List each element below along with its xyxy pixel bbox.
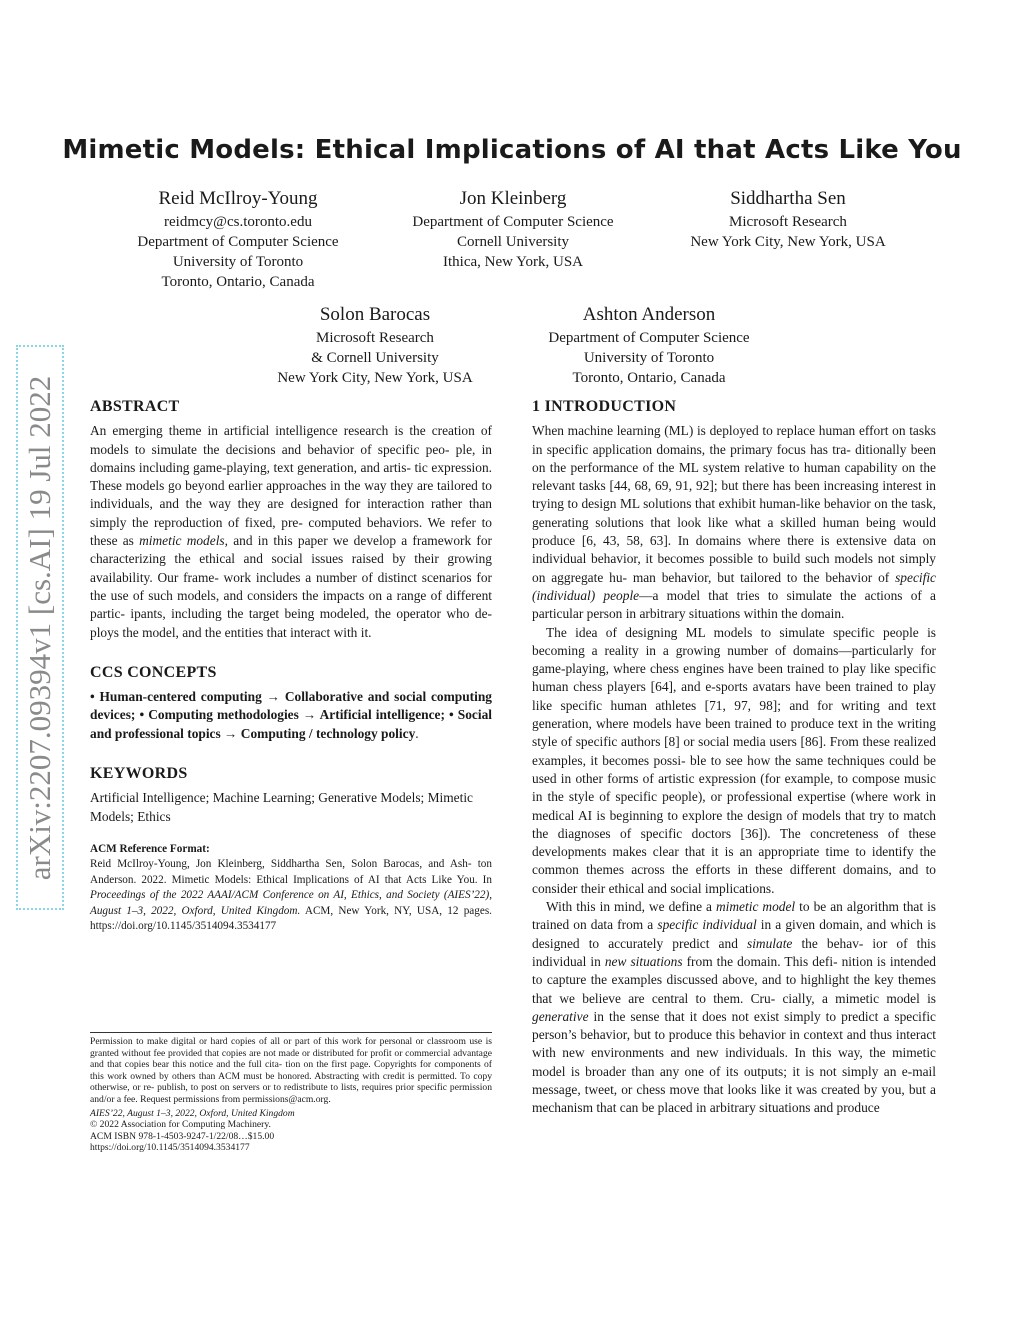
footnote bbox=[90, 1036, 492, 1154]
ccs-heading: CCS CONCEPTS bbox=[90, 663, 217, 681]
ccs-text: • Human-centered computing → Collaborative and social computing devices; • Computing methodologies → Artificial intelligence; • Social and professional topics → Computing / technology policy. bbox=[90, 689, 492, 741]
introduction-heading: 1 INTRODUCTION bbox=[532, 398, 677, 415]
author-location: New York City, New York, USA bbox=[277, 370, 473, 386]
author-affiliation: Department of Computer Science bbox=[548, 330, 750, 346]
author-location: New York City, New York, USA bbox=[690, 234, 886, 250]
author-name: Ashton Anderson bbox=[582, 304, 716, 325]
keywords-heading: KEYWORDS bbox=[90, 765, 188, 783]
author-affiliation: Microsoft Research bbox=[729, 214, 847, 230]
permission-notice: Permission to make digital or hard copies of all or part of this work for personal or classroom use is granted without fee provided that copies are not made or distributed for profit or commercial advantage and that copies bear this notice and the full cita- tion on the first page. Copyrights for components of this work owned by others than ACM must be honored. Abstracting with credit is permitted. To copy otherwise, or re- publish, to post on servers or to redistribute to lists, requires prior specific permission and/or a fee. Request permissions from permissions@acm.org. bbox=[90, 1036, 492, 1105]
right-column bbox=[532, 398, 936, 1118]
acm-reference-text: Reid McIlroy-Young, Jon Kleinberg, Siddhartha Sen, Solon Barocas, and Ash- ton Anderson. 2022. Mimetic Models: Ethical Implications of AI that Acts Like You. In Proceedings of the 2022 AAAI/ACM Conference on AI, Ethics, and Society (AIES’22), August 1–3, 2022, Oxford, United Kingdom. ACM, New York, NY, USA, 12 pages. https://doi.org/10.1145/3514094.3534177 bbox=[90, 858, 492, 933]
author-location: Ithica, New York, USA bbox=[443, 254, 583, 270]
intro-paragraph: The idea of designing ML models to simulate specific people is becoming a reality in a growing number of domains—particularly for game-playing, where chess engines have been trained to play like specific human chess players [64], and e-sports avatars have been trained to play like specific human athletes [71, 97, 98]; and for writing and text generation, where models have been trained to produce text in the writing style of specific authors [8] or social media users [86]. From these realized examples, it becomes possi- ble to see how the same techniques could be used in other forms of artistic expression (for example, to compose music in the style of specific people), or professional expertise (where work in medical AI is beginning to explore the design of models that try to match the diagnoses of specific doctors [36]). The concreteness of these developments makes clear that it is an appropriate time to identify the common themes across the efforts in these different domains, and to consider their ethical and social implications. bbox=[532, 624, 936, 896]
copyright: © 2022 Association for Computing Machinery. bbox=[90, 1119, 271, 1131]
author-affiliation: University of Toronto bbox=[583, 350, 715, 366]
author-name: Reid McIlroy-Young bbox=[158, 188, 318, 209]
author-block bbox=[110, 186, 366, 292]
intro-paragraph: When machine learning (ML) is deployed to replace human effort on tasks in specific application domains, the primary focus has tra- ditionally been on the performance of the ML system relative to human capability on the relevant tasks [44, 68, 69, 91, 92]; but there has been increasing interest in trying to design ML solutions that exhibit human-like behavior on the task, generating solutions that look like what a skilled human being would produce [6, 43, 58, 63]. In domains where there is extensive data on individual behavior, it becomes possible to build such models not simply on aggregate hu- man behavior, but tailored to the behavior of specific (individual) people—a model that tries to simulate the actions of a particular person in arbitrary situations within the domain. bbox=[532, 423, 936, 622]
author-block bbox=[660, 186, 916, 252]
author-name: Solon Barocas bbox=[319, 304, 431, 325]
doi-link[interactable]: https://doi.org/10.1145/3514094.3534177 bbox=[90, 1142, 250, 1154]
isbn: ACM ISBN 978-1-4503-9247-1/22/08…$15.00 bbox=[90, 1130, 275, 1142]
abstract-heading: ABSTRACT bbox=[90, 398, 180, 415]
author-block bbox=[521, 302, 777, 388]
author-name: Siddhartha Sen bbox=[730, 188, 846, 209]
author-block bbox=[247, 302, 503, 388]
author-affiliation: Cornell University bbox=[456, 234, 570, 250]
author-affiliation: Department of Computer Science bbox=[412, 214, 614, 230]
abstract-text: An emerging theme in artificial intelligence research is the creation of models to simulate the decisions and behavior of specific peo- ple, in domains including game-playing, text generation, and artis- tic expression. These models go beyond earlier approaches in the way they are tailored to individuals, and the way they are designed for interaction rather than simply the reproduction of fixed, pre- computed behaviors. We refer to these as mimetic models, and in this paper we develop a framework for characterizing the ethical and social issues raised by their growing availability. Our frame- work includes a number of distinct scenarios for the use of such models, and considers the impacts on a range of different partic- ipants, including the target being modeled, the operator who de- ploys the model, and the entities that interact with it. bbox=[90, 423, 492, 640]
left-column bbox=[90, 398, 492, 935]
footnote-rule bbox=[90, 1032, 492, 1033]
author-affiliation: Department of Computer Science bbox=[137, 234, 339, 250]
arxiv-id: arXiv:2207.09394v1 [cs.AI] 19 Jul 2022 bbox=[22, 375, 57, 880]
keywords-text: Artificial Intelligence; Machine Learning; Generative Models; Mimetic Models; Ethics bbox=[90, 790, 473, 824]
author-affiliation: Microsoft Research bbox=[316, 330, 434, 346]
author-email: reidmcy@cs.toronto.edu bbox=[164, 214, 312, 230]
intro-paragraph: With this in mind, we define a mimetic model to be an algorithm that is trained on data from a specific individual in a given domain, and which is designed to accurately predict and simulate the behav- ior of this individual in new situations from the domain. This defi- nition is intended to capture the examples discussed above, and to highlight the key themes that we believe are central to them. Cru- cially, a mimetic model is generative in the sense that it does not exist simply to predict a specific person’s behavior, but to produce this behavior in context and thus interact with new environments and new individuals. In this way, the mimetic model is broader than any one of its outputs; it is not simply an e-mail message, tweet, or chess move that looks like it was created by you, but a mechanism that can be placed in arbitrary situations and produce bbox=[532, 899, 937, 1116]
paper-title: Mimetic Models: Ethical Implications of AI that Acts Like You bbox=[62, 135, 962, 165]
author-location: Toronto, Ontario, Canada bbox=[161, 274, 315, 290]
arxiv-stamp[interactable] bbox=[16, 345, 64, 910]
acm-reference bbox=[90, 842, 492, 935]
author-block bbox=[385, 186, 641, 272]
author-location: Toronto, Ontario, Canada bbox=[572, 370, 726, 386]
author-name: Jon Kleinberg bbox=[459, 188, 567, 209]
author-affiliation: University of Toronto bbox=[172, 254, 304, 270]
conference-info: AIES’22, August 1–3, 2022, Oxford, United Kingdom bbox=[90, 1107, 295, 1119]
acm-reference-heading: ACM Reference Format: bbox=[90, 842, 210, 855]
author-affiliation: & Cornell University bbox=[311, 350, 439, 366]
